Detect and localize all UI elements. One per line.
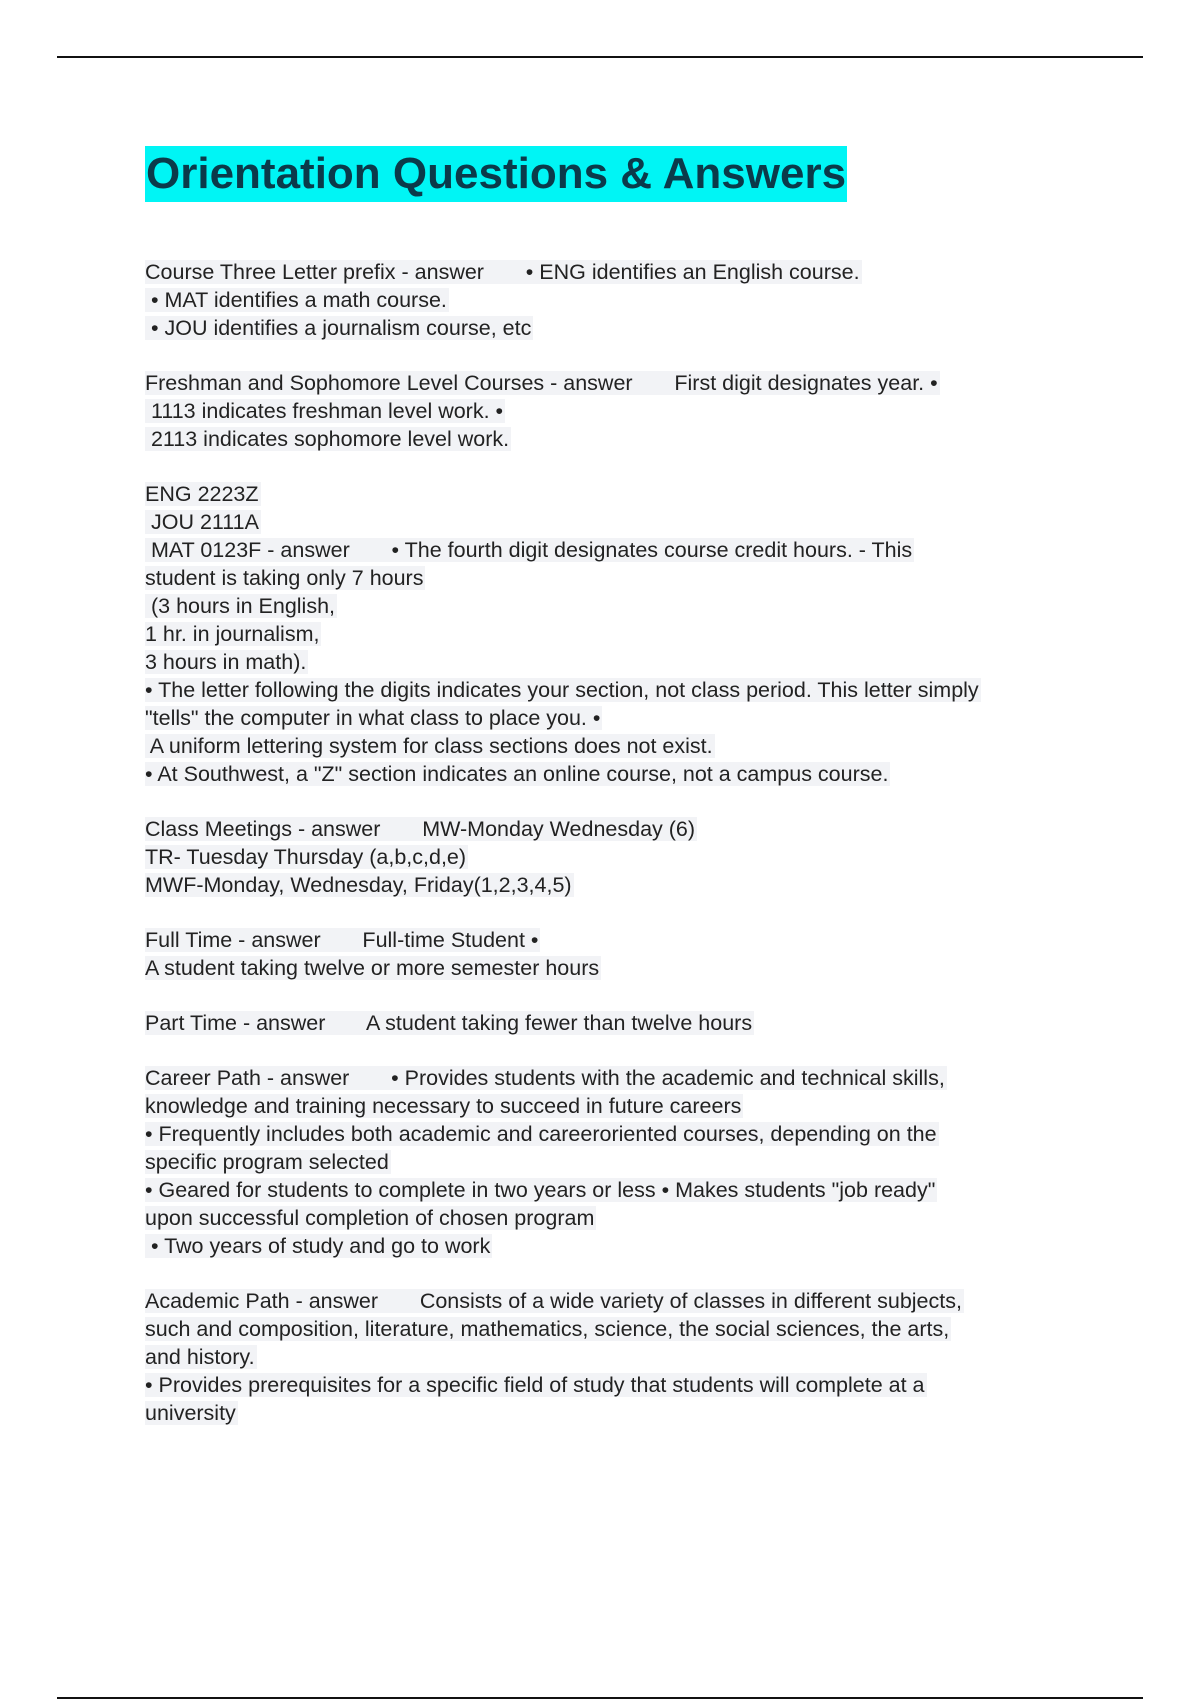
qa-text-line: • At Southwest, a "Z" section indicates an online course, not a campus course. bbox=[145, 762, 889, 786]
qa-text-line: and history. bbox=[145, 1345, 255, 1369]
qa-text-line: • Two years of study and go to work bbox=[145, 1234, 491, 1258]
qa-text-line: • JOU identifies a journalism course, etc bbox=[145, 316, 532, 340]
qa-text-line: TR- Tuesday Thursday (a,b,c,d,e) bbox=[145, 845, 467, 869]
qa-text-line: ENG 2223Z bbox=[145, 482, 259, 506]
qa-text-line: Course Three Letter prefix - answer • ENG identifies an English course. bbox=[145, 260, 860, 284]
qa-text-line: • Provides prerequisites for a specific field of study that students will complete at a bbox=[145, 1373, 925, 1397]
qa-text-line: 3 hours in math). bbox=[145, 650, 307, 674]
qa-text-line: upon successful completion of chosen program bbox=[145, 1206, 595, 1230]
qa-item bbox=[145, 1287, 1105, 1427]
qa-text-line: Academic Path - answer Consists of a wide variety of classes in different subjects, bbox=[145, 1289, 962, 1313]
qa-item bbox=[145, 258, 1105, 342]
qa-text-line: A student taking twelve or more semester hours bbox=[145, 956, 600, 980]
qa-text-line: Class Meetings - answer MW-Monday Wednesday (6) bbox=[145, 817, 696, 841]
qa-text-line: "tells" the computer in what class to place you. • bbox=[145, 706, 601, 730]
qa-text-line: • MAT identifies a math course. bbox=[145, 288, 447, 312]
qa-item bbox=[145, 815, 1105, 899]
document-body bbox=[145, 146, 1105, 1454]
qa-text-line: • Geared for students to complete in two years or less • Makes students "job ready" bbox=[145, 1178, 936, 1202]
qa-text-line: Career Path - answer • Provides students with the academic and technical skills, bbox=[145, 1066, 945, 1090]
bottom-rule bbox=[57, 1697, 1143, 1699]
qa-item bbox=[145, 1009, 1105, 1037]
qa-text-line: specific program selected bbox=[145, 1150, 389, 1174]
page-title: Orientation Questions & Answers bbox=[145, 146, 847, 202]
qa-text-line: MAT 0123F - answer • The fourth digit designates course credit hours. - This bbox=[145, 538, 913, 562]
qa-text-line: • Frequently includes both academic and careeroriented courses, depending on the bbox=[145, 1122, 937, 1146]
qa-text-line: 2113 indicates sophomore level work. bbox=[145, 427, 510, 451]
qa-text-line: student is taking only 7 hours bbox=[145, 566, 424, 590]
qa-text-line: MWF-Monday, Wednesday, Friday(1,2,3,4,5) bbox=[145, 873, 572, 897]
qa-text-line: university bbox=[145, 1401, 236, 1425]
top-rule bbox=[57, 56, 1143, 58]
qa-item bbox=[145, 369, 1105, 453]
qa-text-line: Part Time - answer A student taking fewer than twelve hours bbox=[145, 1011, 753, 1035]
qa-text-line: JOU 2111A bbox=[145, 510, 259, 534]
qa-item bbox=[145, 1064, 1105, 1260]
qa-text-line: (3 hours in English, bbox=[145, 594, 336, 618]
qa-text-line: Full Time - answer Full-time Student • bbox=[145, 928, 539, 952]
qa-text-line: 1113 indicates freshman level work. • bbox=[145, 399, 504, 423]
qa-text-line: 1 hr. in journalism, bbox=[145, 622, 320, 646]
qa-item bbox=[145, 926, 1105, 982]
qa-text-line: A uniform lettering system for class sections does not exist. bbox=[145, 734, 713, 758]
qa-text-line: knowledge and training necessary to succeed in future careers bbox=[145, 1094, 742, 1118]
qa-list bbox=[145, 258, 1105, 1427]
qa-text-line: Freshman and Sophomore Level Courses - answer First digit designates year. • bbox=[145, 371, 938, 395]
qa-text-line: such and composition, literature, mathematics, science, the social sciences, the arts, bbox=[145, 1317, 950, 1341]
qa-item bbox=[145, 480, 1105, 788]
qa-text-line: • The letter following the digits indicates your section, not class period. This letter simply bbox=[145, 678, 979, 702]
